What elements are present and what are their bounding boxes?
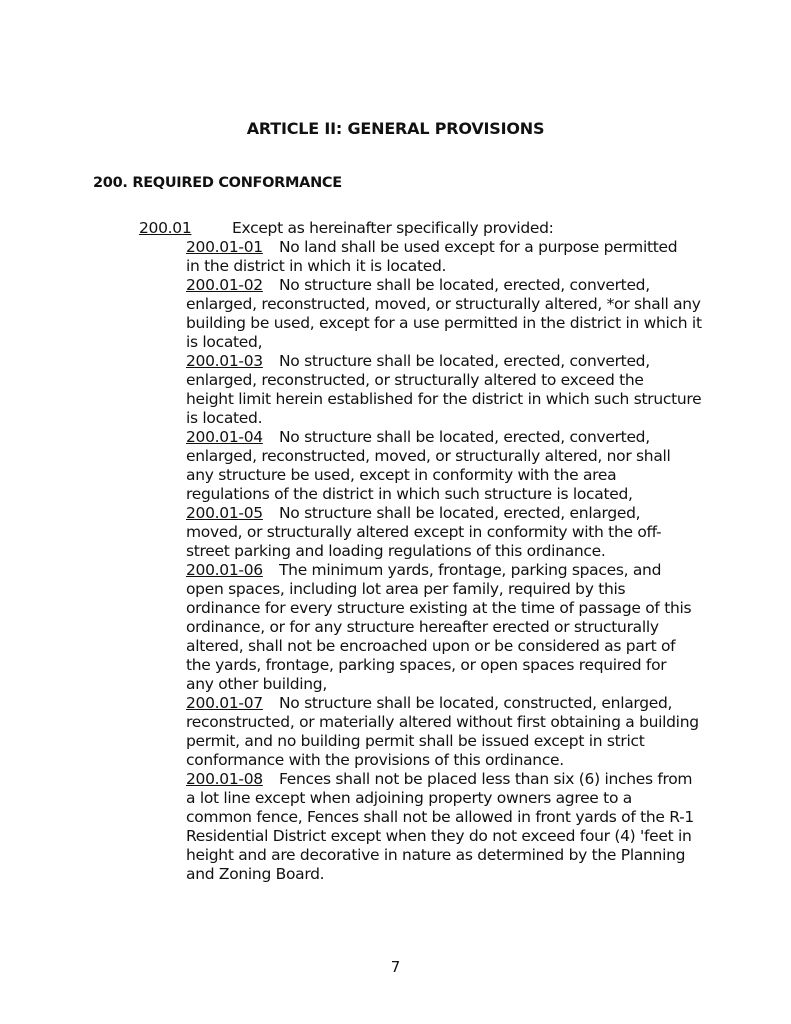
subsection-text: street parking and loading regulations of this ordinance.: [186, 542, 606, 560]
subsection-text: regulations of the district in which such structure is located,: [186, 485, 633, 503]
subsection-text: any structure be used, except in conformity with the area: [186, 466, 617, 484]
subsection-text: enlarged, reconstructed, moved, or structurally altered, nor shall: [186, 447, 671, 465]
subsection-line: [186, 542, 706, 561]
subsection-text: Fences shall not be placed less than six (6) inches from: [279, 770, 693, 788]
subsection-line: [186, 751, 706, 770]
subsection-line: [186, 732, 706, 751]
subsection-line: [186, 257, 706, 276]
subsection-line: [186, 599, 706, 618]
subsection-line: [186, 865, 706, 884]
subsection-number: 200.01-01: [186, 238, 263, 256]
subsection-line: [186, 390, 706, 409]
subsection-text: conformance with the provisions of this ordinance.: [186, 751, 564, 769]
subsection-line: [186, 694, 706, 713]
subsection-text: No structure shall be located, erected, enlarged,: [279, 504, 641, 522]
subsection-line: [186, 618, 706, 637]
subsection-number: 200.01-02: [186, 276, 263, 294]
subsection-item: [186, 561, 706, 694]
subsection-line: [186, 276, 706, 295]
subsection-line: [186, 580, 706, 599]
subsection-text: No structure shall be located, erected, converted,: [279, 276, 650, 294]
subsection-text: No structure shall be located, constructed, enlarged,: [279, 694, 673, 712]
subsection-line: [186, 295, 706, 314]
subsection-list: [186, 238, 706, 884]
subsection-text: No land shall be used except for a purpose permitted: [279, 238, 678, 256]
subsection-line: [186, 352, 706, 371]
subsection-text: open spaces, including lot area per family, required by this: [186, 580, 626, 598]
subsection-text: building be used, except for a use permitted in the district in which it: [186, 314, 702, 332]
subsection-text: height and are decorative in nature as determined by the Planning: [186, 846, 686, 864]
subsection-line: [186, 713, 706, 732]
subsection-line: [186, 371, 706, 390]
subsection-text: enlarged, reconstructed, or structurally altered to exceed the: [186, 371, 644, 389]
subsection-text: in the district in which it is located.: [186, 257, 447, 275]
subsection-line: [186, 561, 706, 580]
subsection-text: a lot line except when adjoining property owners agree to a: [186, 789, 632, 807]
subsection-number: 200.01-08: [186, 770, 263, 788]
subsection-text: and Zoning Board.: [186, 865, 325, 883]
article-title: ARTICLE II: GENERAL PROVISIONS: [246, 119, 545, 138]
subsection-text: No structure shall be located, erected, converted,: [279, 428, 650, 446]
intro-clause: [139, 219, 554, 238]
subsection-text: common fence, Fences shall not be allowed in front yards of the R-1: [186, 808, 694, 826]
section-heading: 200. REQUIRED CONFORMANCE: [93, 175, 342, 191]
subsection-text: moved, or structurally altered except in conformity with the off-: [186, 523, 662, 541]
subsection-number: 200.01-04: [186, 428, 263, 446]
subsection-line: [186, 827, 706, 846]
intro-clause-text: Except as hereinafter specifically provided:: [232, 219, 554, 237]
subsection-line: [186, 846, 706, 865]
subsection-item: [186, 504, 706, 561]
subsection-text: is located,: [186, 333, 263, 351]
subsection-text: any other building,: [186, 675, 327, 693]
subsection-text: enlarged, reconstructed, moved, or structurally altered, *or shall any: [186, 295, 701, 313]
subsection-number: 200.01-07: [186, 694, 263, 712]
subsection-text: ordinance for every structure existing at the time of passage of this: [186, 599, 692, 617]
subsection-item: [186, 276, 706, 352]
subsection-line: [186, 333, 706, 352]
subsection-text: The minimum yards, frontage, parking spaces, and: [279, 561, 662, 579]
subsection-text: the yards, frontage, parking spaces, or open spaces required for: [186, 656, 667, 674]
subsection-line: [186, 447, 706, 466]
subsection-line: [186, 504, 706, 523]
subsection-line: [186, 238, 706, 257]
page-number: 7: [390, 958, 401, 976]
intro-clause-number: 200.01: [139, 219, 192, 237]
subsection-line: [186, 428, 706, 447]
subsection-line: [186, 466, 706, 485]
subsection-text: ordinance, or for any structure hereafter erected or structurally: [186, 618, 659, 636]
subsection-number: 200.01-03: [186, 352, 263, 370]
subsection-line: [186, 409, 706, 428]
subsection-text: Residential District except when they do not exceed four (4) 'feet in: [186, 827, 692, 845]
subsection-text: reconstructed, or materially altered without first obtaining a building: [186, 713, 699, 731]
subsection-line: [186, 789, 706, 808]
subsection-line: [186, 675, 706, 694]
subsection-line: [186, 485, 706, 504]
subsection-item: [186, 694, 706, 770]
subsection-text: height limit herein established for the district in which such structure: [186, 390, 702, 408]
subsection-line: [186, 314, 706, 333]
subsection-number: 200.01-06: [186, 561, 263, 579]
subsection-line: [186, 637, 706, 656]
subsection-item: [186, 352, 706, 428]
subsection-item: [186, 428, 706, 504]
subsection-line: [186, 656, 706, 675]
subsection-text: altered, shall not be encroached upon or be considered as part of: [186, 637, 676, 655]
subsection-line: [186, 523, 706, 542]
subsection-item: [186, 770, 706, 884]
subsection-text: permit, and no building permit shall be issued except in strict: [186, 732, 645, 750]
subsection-number: 200.01-05: [186, 504, 263, 522]
subsection-line: [186, 770, 706, 789]
subsection-text: No structure shall be located, erected, converted,: [279, 352, 650, 370]
subsection-item: [186, 238, 706, 276]
subsection-text: is located.: [186, 409, 263, 427]
subsection-line: [186, 808, 706, 827]
